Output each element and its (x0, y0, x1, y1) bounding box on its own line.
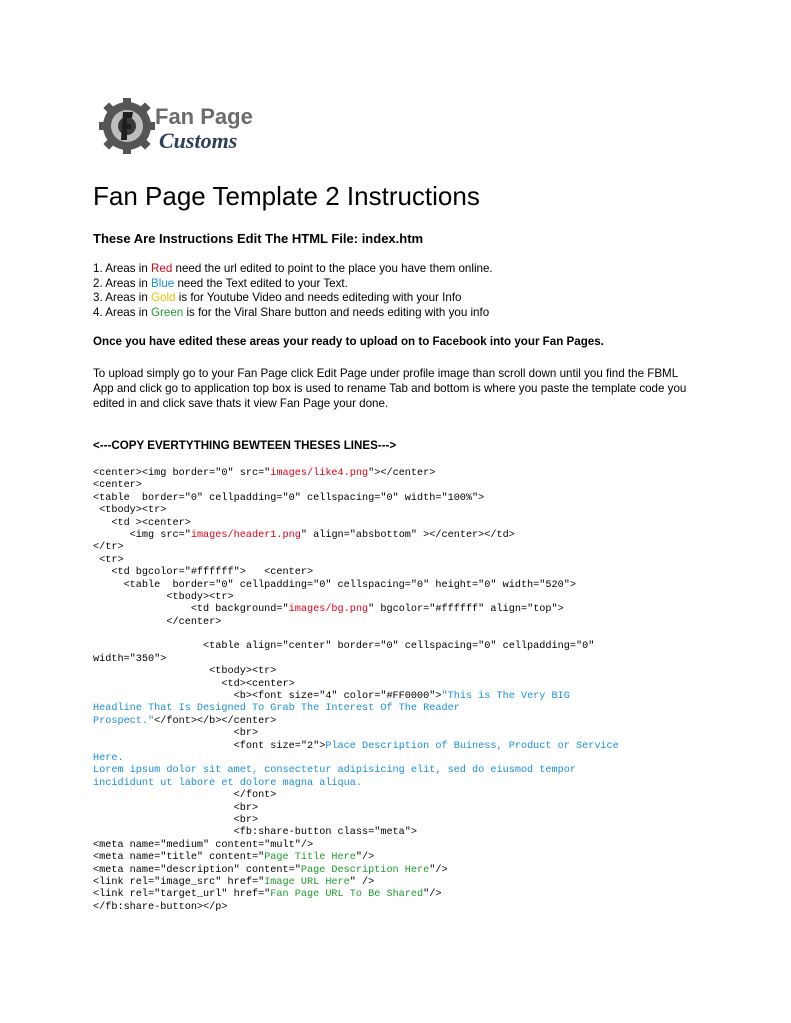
code-segment: <table border="0" cellpadding="0" cellspacing="0" width="100%"> (93, 492, 485, 504)
code-line (93, 505, 703, 517)
code-segment: " align="absbottom" ></center></td> (300, 529, 515, 541)
code-segment: Page Title Here (264, 852, 356, 864)
code-segment: <meta name="title" content=" (93, 852, 265, 864)
code-segment: <font size="2"> (93, 740, 326, 752)
code-segment: </font></b></center> (154, 715, 277, 727)
code-segment: <b><font size="4" color="#FF0000"> (93, 691, 442, 703)
code-segment: "/> (429, 864, 448, 876)
code-segment: </fb:share-button></p> (93, 901, 228, 913)
code-segment: <td><center> (93, 678, 295, 690)
upload-instructions: To upload simply go to your Fan Page click Edit Page under profile image than scroll down until you find the FBML App and click go to application top box is used to rename Tab and bottom is where you paste the template code you edited in and click save thats it view Fan Page your done. (93, 367, 687, 410)
code-segment: <center><img border="0" src=" (93, 468, 271, 479)
logo-graphic (99, 96, 274, 158)
code-segment: <link rel="image_src" href=" (93, 876, 265, 888)
code-segment: " /> (349, 876, 375, 888)
code-segment: Image URL Here (264, 876, 350, 888)
logo-line1: Fan Page (155, 104, 253, 129)
areas-item-suffix: need the Text edited to your Text. (174, 276, 348, 290)
copy-marker: <---COPY EVERTYTHING BEWTEEN THESES LINES---> (93, 439, 397, 452)
code-segment: images/like4.png (270, 468, 369, 479)
instructions-subtitle: These Are Instructions Edit The HTML File: index.htm (93, 231, 424, 246)
code-segment: "/> (423, 889, 442, 901)
code-line (93, 753, 703, 765)
code-line (93, 765, 703, 777)
code-line (93, 803, 703, 815)
code-line (93, 567, 703, 579)
code-line (93, 493, 703, 505)
color-word-red: Red (151, 262, 173, 275)
areas-item-red (93, 262, 493, 277)
code-line (93, 790, 703, 802)
code-segment: <table align="center" border="0" cellspacing="0" cellpadding="0" (93, 641, 595, 653)
gear-icon (99, 98, 155, 154)
code-segment: incididunt ut labore et dolore magna aliqua. (93, 777, 362, 789)
code-segment: <tr> (93, 554, 124, 566)
code-line (93, 654, 703, 666)
code-line (93, 617, 703, 629)
code-segment: <br> (93, 814, 259, 826)
once-edited-note: Once you have edited these areas your ready to upload on to Facebook into your Fan Pages. (93, 335, 604, 348)
areas-list (93, 262, 493, 320)
areas-item-suffix: is for Youtube Video and needs editeding with your Info (175, 291, 462, 304)
areas-item-suffix: need the url edited to point to the place you have them online. (172, 262, 493, 275)
areas-item-prefix: 4. Areas in (93, 305, 152, 319)
color-word-green: Green (151, 305, 184, 319)
color-word-gold: Gold (151, 291, 176, 304)
code-line (93, 530, 703, 542)
color-word-blue: Blue (151, 276, 175, 290)
code-line (93, 518, 703, 530)
code-segment: Prospect." (93, 715, 155, 727)
code-line (93, 666, 703, 678)
code-segment: images/header1.png (190, 529, 301, 541)
code-line (93, 902, 703, 914)
code-segment: "/> (355, 852, 375, 864)
code-line (93, 641, 703, 653)
code-segment: <tbody><tr> (93, 591, 234, 603)
areas-item-gold (93, 291, 493, 306)
code-line (93, 840, 703, 852)
code-segment: <br> (93, 728, 259, 740)
code-line (93, 865, 703, 877)
code-line (93, 716, 703, 728)
code-segment: <br> (93, 802, 259, 814)
code-segment: Headline That Is Designed To Grab The Interest Of The Reader (93, 703, 460, 715)
code-line (93, 679, 703, 691)
code-line (93, 877, 703, 889)
code-line (93, 580, 703, 592)
code-segment: Lorem ipsum dolor sit amet, consectetur adipisicing elit, sed do eiusmod tempor (93, 765, 576, 777)
code-segment: <fb:share-button class="meta"> (93, 827, 418, 839)
code-segment: <meta name="description" content=" (93, 864, 301, 876)
code-line (93, 542, 703, 554)
code-line (93, 703, 703, 715)
code-segment: <td ><center> (93, 517, 191, 529)
code-segment: <tbody><tr> (93, 505, 167, 517)
code-segment: <center> (93, 480, 142, 492)
code-segment: Place Description of Buiness, Product or Service (325, 740, 619, 752)
code-line (93, 691, 703, 703)
code-line (93, 889, 703, 901)
areas-item-prefix: 1. Areas in (93, 262, 152, 275)
html-code-block (93, 468, 703, 914)
code-segment: <table border="0" cellpadding="0" cellspacing="0" height="0" width="520"> (93, 579, 576, 591)
code-segment: images/bg.png (288, 604, 369, 616)
code-segment: </font> (93, 790, 277, 802)
code-line (93, 468, 703, 480)
code-segment: <tbody><tr> (93, 666, 277, 678)
code-line (93, 852, 703, 864)
code-line (93, 827, 703, 839)
code-line (93, 592, 703, 604)
areas-item-prefix: 3. Areas in (93, 291, 152, 304)
areas-item-suffix: is for the Viral Share button and needs editing with you info (183, 305, 490, 319)
code-segment: <td background=" (93, 604, 289, 616)
code-line (93, 778, 703, 790)
code-segment: </tr> (93, 542, 124, 554)
areas-item-blue (93, 277, 493, 292)
code-segment: </center> (93, 616, 222, 628)
code-segment: " bgcolor="#ffffff" align="top"> (368, 604, 564, 616)
areas-item-prefix: 2. Areas in (93, 276, 152, 290)
fan-page-customs-logo (99, 96, 274, 158)
code-segment: Fan Page URL To Be Shared (270, 889, 424, 901)
code-segment: <link rel="target_url" href=" (93, 889, 271, 901)
code-line (93, 604, 703, 616)
code-line (93, 741, 703, 753)
code-segment: "This is The Very BIG (441, 691, 570, 703)
code-segment: <td bgcolor="#ffffff"> <center> (93, 567, 314, 579)
code-line (93, 629, 703, 641)
logo-line2: Customs (159, 128, 238, 153)
page-title: Fan Page Template 2 Instructions (93, 181, 480, 211)
code-segment: Here. (93, 752, 124, 764)
code-segment: <img src=" (93, 529, 191, 541)
code-line (93, 555, 703, 567)
code-line (93, 728, 703, 740)
code-segment: <meta name="medium" content="mult"/> (93, 839, 314, 851)
code-segment: width="350"> (93, 653, 167, 665)
code-segment: "></center> (368, 468, 436, 479)
code-line (93, 480, 703, 492)
code-line (93, 815, 703, 827)
areas-item-green (93, 306, 493, 321)
code-segment: Page Description Here (300, 864, 430, 876)
